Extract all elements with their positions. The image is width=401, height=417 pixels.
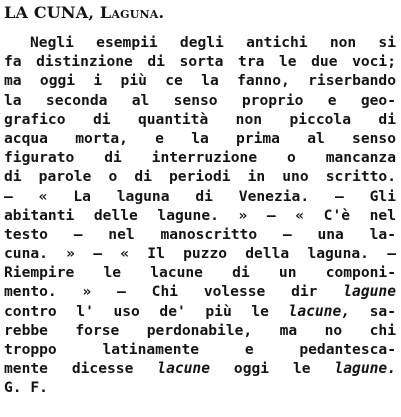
- text-line-with-italic: [4, 302, 396, 321]
- text-line: troppo latinamente e pedantesca-: [4, 341, 396, 358]
- text-line: la seconda al senso proprio e geo-: [4, 91, 396, 109]
- entry-headword: LA CUNA,: [4, 3, 95, 22]
- text-line: testo — nel manoscritto — una la-: [4, 225, 396, 243]
- text-line: di parole o di periodi in uno scritto.: [4, 168, 396, 186]
- italic-word: lacune,: [288, 302, 351, 320]
- text-line: — « La laguna di Venezia. — Gli: [4, 187, 396, 205]
- entry-headword-alt: Laguna.: [99, 3, 165, 22]
- text-line: Negli esempii degli antichi non si: [30, 34, 396, 51]
- italic-word: lacune: [157, 360, 210, 378]
- text-line: abitanti delle lagune. » — « C'è nel: [4, 206, 396, 224]
- text-line: Riempire le lacune di un componi-: [4, 264, 396, 282]
- text-segment: sa-: [350, 302, 396, 320]
- italic-word: lagune: [343, 283, 396, 301]
- text-line-with-italic: [4, 359, 396, 378]
- text-line: fa distinzione di sorta tra le due voci;: [4, 53, 396, 71]
- text-line: rebbe forse perdonabile, ma no chi: [4, 321, 396, 339]
- entry-body: [4, 33, 396, 398]
- text-segment: contro l' uso de' più le: [4, 302, 269, 320]
- text-segment: mento. » — Chi volesse dir: [4, 283, 318, 301]
- text-line: acqua morta, e la prima al senso: [4, 129, 396, 147]
- text-segment: oggi le: [210, 360, 335, 378]
- text-line: grafico di quantità non piccola di: [4, 110, 396, 128]
- text-segment: mente dicesse: [4, 360, 134, 378]
- author-initials: G. F.: [4, 379, 48, 397]
- entry-heading: [4, 2, 164, 24]
- text-line: figurato di interruzione o mancanza: [4, 149, 396, 167]
- text-line: ma oggi i più ce la fanno, riserbando: [4, 72, 396, 90]
- italic-word: lagune.: [334, 360, 396, 378]
- text-line-with-italic: [4, 282, 396, 301]
- text-line: cuna. » — « Il puzzo della laguna. —: [4, 245, 396, 263]
